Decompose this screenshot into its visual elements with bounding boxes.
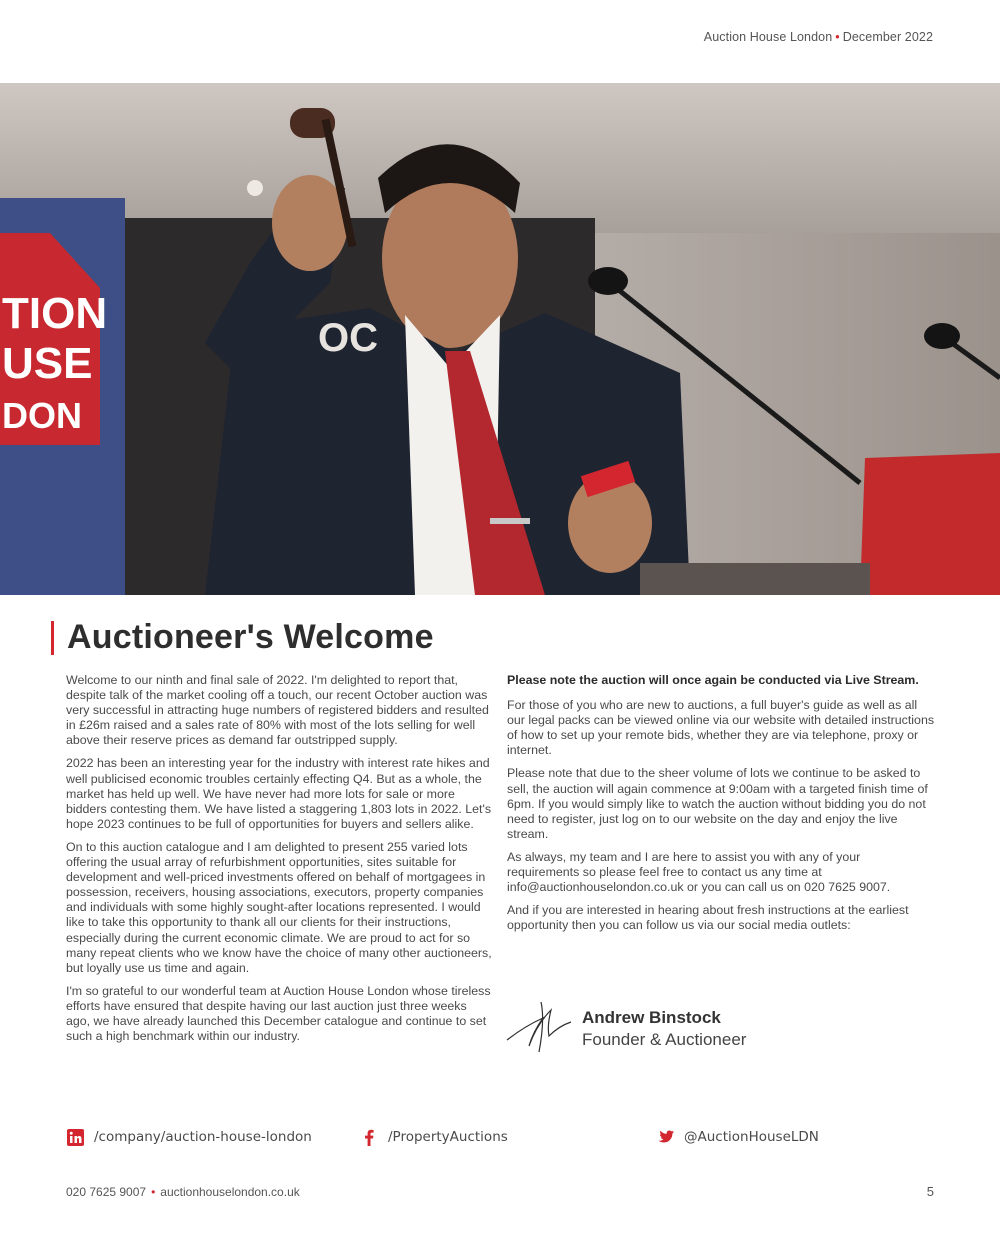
banner-text-line-1: TION — [2, 289, 108, 338]
footer-website-link[interactable]: auctionhouselondon.co.uk — [160, 1185, 300, 1199]
footer-phone: 020 7625 9007 — [66, 1185, 147, 1199]
twitter-handle: @AuctionHouseLDN — [684, 1129, 819, 1145]
issue-date: December 2022 — [842, 30, 933, 44]
paragraph: As always, my team and I are here to assist you with any of your requirements so please feel free to contact us any time at info@auctionhouselondon.co.uk or you can call us on 020 7625 9007. — [507, 849, 891, 895]
live-stream-notice: Please note the auction will once again be conducted via Live Stream. — [507, 673, 919, 687]
linkedin-handle: /company/auction-house-london — [94, 1129, 312, 1145]
signature-block — [503, 996, 933, 1060]
facebook-icon — [360, 1128, 378, 1146]
signatory-name: Andrew Binstock — [582, 1008, 721, 1027]
paragraph: On to this auction catalogue and I am delighted to present 255 varied lots offering the usual array of refurbishment opportunities, sites suitable for development and well-priced investments offered on behalf of mortgagees in possession, receivers, housing associations, executors, property companies and individuals with some highly sought-after locations represented. I would like to take this opportunity to thank all our clients for their instructions, especially during the current economic climate. We are proud to act for so many repeat clients who we know have the choice of many other auctioneers, but loyally use us time and again. — [66, 839, 492, 975]
footer-separator: • — [151, 1185, 156, 1199]
paragraph: Please note that due to the sheer volume of lots we continue to be asked to sell, the auction will again commence at 9:00am with a targeted finish time of 6pm. If you would simply like to watch the auction without bidding you do not need to register, just log on to our website on the day and enjoy the live stream. — [507, 766, 928, 841]
linkedin-icon — [66, 1128, 84, 1146]
facebook-handle: /PropertyAuctions — [388, 1129, 508, 1145]
page-footer — [66, 1185, 300, 1199]
linkedin-link[interactable] — [66, 1128, 312, 1146]
paragraph: 2022 has been an interesting year for the industry with interest rate hikes and well publicised economic troubles certainly effecting Q4. But as a whole, the market has held up well. We have never had more lots for sale or more bidders contesting them. We have listed a staggering 1,803 lots in 2022. Let's hope 2023 continues to be full of opportunities for buyers and sellers alike. — [66, 756, 492, 831]
signature-mark — [503, 996, 575, 1056]
page-number: 5 — [926, 1184, 934, 1199]
article-left-column — [66, 673, 492, 1052]
paragraph: For those of you who are new to auctions, a full buyer's guide as well as all our legal packs can be viewed online via our website with detailed instructions of how to set up your remote bids, whether they are via telephone, proxy or internet. — [507, 698, 935, 758]
auctioneer-photo — [0, 83, 1000, 595]
twitter-icon — [656, 1128, 674, 1146]
banner-text-line-3: DON — [2, 395, 82, 436]
header-separator: • — [835, 30, 840, 44]
hero-photo — [0, 83, 1000, 595]
paragraph: And if you are interested in hearing about fresh instructions at the earliest opportunity then you can follow us via our social media outlets: — [507, 903, 909, 933]
article-heading — [51, 618, 434, 657]
backdrop-text: OC — [318, 316, 378, 360]
title-accent-bar — [51, 621, 54, 655]
page-title: Auctioneer's Welcome — [67, 618, 434, 656]
publisher-name: Auction House London — [703, 30, 833, 44]
facebook-link[interactable] — [360, 1128, 508, 1146]
page-header — [704, 30, 933, 44]
article-right-column — [507, 673, 935, 941]
twitter-link[interactable] — [656, 1128, 819, 1146]
paragraph: Welcome to our ninth and final sale of 2022. I'm delighted to report that, despite talk of the market cooling off a touch, our recent October auction was very successful in attracting huge numbers of registered bidders and resulted in £26m raised and a sales rate of 80% with most of the lots selling for well above their reserve prices as demand far outstripped supply. — [66, 673, 489, 748]
signatory-role: Founder & Auctioneer — [582, 1030, 747, 1049]
paragraph: I'm so grateful to our wonderful team at Auction House London whose tireless efforts have ensured that despite having our last auction just three weeks ago, we have already launched this December catalogue and continue to set such a high benchmark within our industry. — [66, 983, 491, 1044]
banner-text-line-2: USE — [2, 339, 93, 388]
